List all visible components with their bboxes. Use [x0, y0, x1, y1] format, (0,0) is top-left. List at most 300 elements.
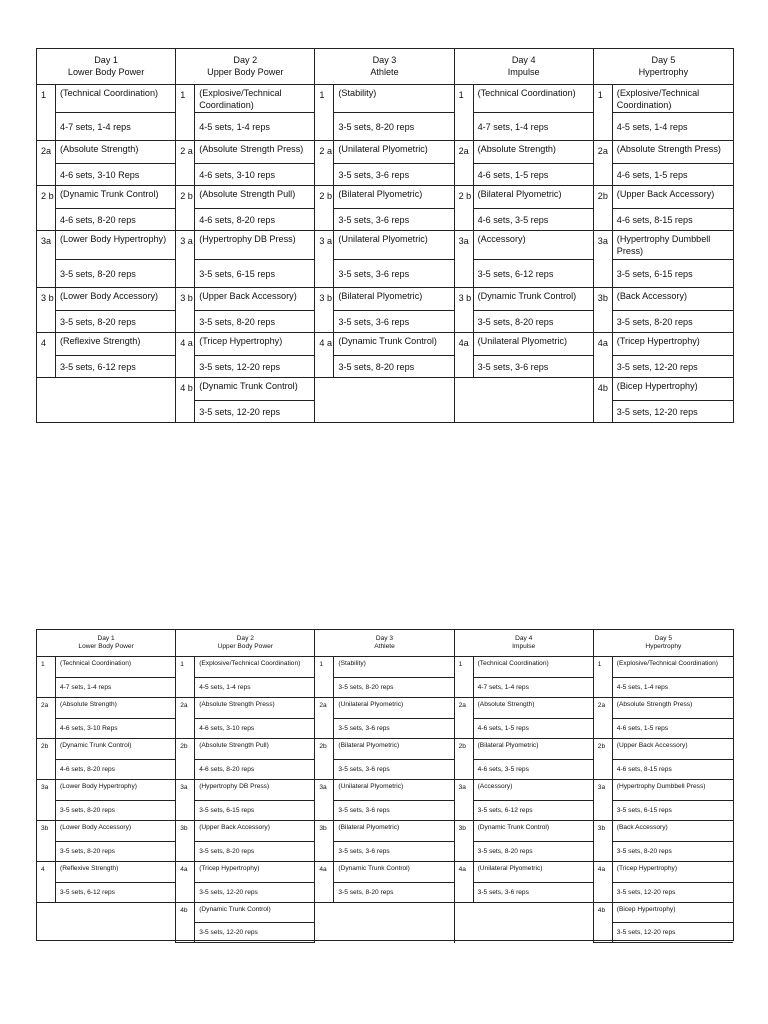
exercise-sets-reps: 3-5 sets, 8-20 reps	[338, 684, 394, 691]
exercise-sets-reps: 3-5 sets, 8-20 reps	[338, 889, 394, 896]
exercise-details	[613, 186, 733, 230]
exercise-name: (Dynamic Trunk Control)	[195, 903, 314, 923]
exercise-block	[315, 862, 453, 903]
exercise-details	[334, 657, 453, 697]
exercise-number: 2 b	[315, 186, 334, 230]
exercise-name: (Upper Back Accessory)	[613, 739, 733, 760]
exercise-block	[315, 231, 453, 288]
exercise-sets-reps: 3-5 sets, 12-20 reps	[199, 929, 258, 936]
exercise-number: 3b	[315, 821, 334, 861]
exercise-details	[613, 231, 733, 287]
exercise-details	[56, 141, 175, 185]
exercise-name: (Bilateral Plyometric)	[334, 821, 453, 842]
exercise-details	[195, 903, 314, 942]
exercise-details	[334, 780, 453, 820]
exercise-number: 1	[455, 85, 474, 140]
exercise-block	[176, 333, 314, 378]
exercise-number: 2 a	[176, 141, 195, 185]
day-column	[315, 630, 454, 943]
day-header	[315, 49, 453, 85]
workout-table-large	[36, 48, 734, 423]
exercise-block	[176, 231, 314, 288]
exercise-name: (Accessory)	[474, 231, 593, 260]
workout-table-small	[36, 629, 734, 941]
empty-cell	[455, 378, 593, 423]
exercise-number: 2a	[315, 698, 334, 738]
exercise-name: (Hypertrophy Dumbbell Press)	[613, 780, 733, 801]
exercise-number: 3 a	[315, 231, 334, 287]
exercise-number: 1	[176, 657, 195, 697]
exercise-number: 3b	[37, 821, 56, 861]
exercise-block	[594, 657, 733, 698]
exercise-number: 2b	[37, 739, 56, 779]
exercise-sets-reps: 3-5 sets, 12-20 reps	[199, 361, 281, 372]
exercise-details	[474, 288, 593, 332]
exercise-name: (Technical Coordination)	[474, 657, 593, 678]
exercise-block	[176, 85, 314, 141]
exercise-block	[37, 698, 175, 739]
exercise-name: (Reflexive Strength)	[56, 333, 175, 356]
exercise-name: (Bilateral Plyometric)	[474, 739, 593, 760]
day-subtitle: Upper Body Power	[207, 66, 284, 77]
exercise-number: 1	[315, 657, 334, 697]
day-title: Day 1	[97, 634, 115, 642]
exercise-block	[176, 780, 314, 821]
exercise-block	[37, 141, 175, 186]
exercise-block	[594, 903, 733, 943]
exercise-name: (Dynamic Trunk Control)	[56, 186, 175, 209]
exercise-block	[176, 903, 314, 943]
exercise-details	[56, 288, 175, 332]
exercise-name: (Absolute Strength Press)	[613, 698, 733, 719]
exercise-block	[315, 85, 453, 141]
empty-cell	[37, 378, 175, 423]
exercise-sets-reps: 4-7 sets, 1-4 reps	[60, 684, 112, 691]
exercise-details	[334, 698, 453, 738]
exercise-name: (Absolute Strength)	[474, 141, 593, 164]
exercise-number: 2 b	[37, 186, 56, 230]
exercise-block	[37, 780, 175, 821]
exercise-name: (Dynamic Trunk Control)	[195, 378, 314, 401]
exercise-details	[195, 698, 314, 738]
exercise-sets-reps: 3-5 sets, 12-20 reps	[199, 889, 258, 896]
exercise-name: (Back Accessory)	[613, 821, 733, 842]
day-title: Day 5	[651, 55, 676, 66]
exercise-sets-reps: 3-5 sets, 8-20 reps	[60, 848, 115, 855]
exercise-name: (Unilateral Plyometric)	[334, 141, 453, 164]
exercise-details	[56, 85, 175, 140]
exercise-sets-reps: 3-5 sets, 3-6 reps	[338, 169, 410, 180]
exercise-details	[613, 141, 733, 185]
exercise-number: 3b	[594, 821, 613, 861]
exercise-block	[455, 657, 593, 698]
exercise-number: 2a	[455, 141, 474, 185]
exercise-number: 2a	[594, 141, 613, 185]
exercise-details	[195, 862, 314, 902]
exercise-details	[474, 85, 593, 140]
exercise-details	[56, 862, 175, 902]
exercise-details	[56, 657, 175, 697]
exercise-sets-reps: 3-5 sets, 8-20 reps	[60, 807, 115, 814]
exercise-details	[613, 378, 733, 422]
exercise-name: (Tricep Hypertrophy)	[195, 862, 314, 883]
exercise-details	[195, 657, 314, 697]
exercise-details	[613, 85, 733, 140]
exercise-number: 1	[37, 657, 56, 697]
exercise-name: (Tricep Hypertrophy)	[613, 862, 733, 883]
exercise-name: (Unilateral Plyometric)	[334, 780, 453, 801]
exercise-name: (Absolute Strength Press)	[195, 141, 314, 164]
exercise-name: (Stability)	[334, 85, 453, 113]
exercise-number: 4a	[176, 862, 195, 902]
exercise-details	[334, 288, 453, 332]
exercise-number: 4	[37, 333, 56, 377]
exercise-block	[176, 141, 314, 186]
day-header	[315, 630, 453, 657]
exercise-details	[613, 698, 733, 738]
exercise-block	[594, 378, 733, 423]
exercise-details	[195, 333, 314, 377]
exercise-sets-reps: 4-6 sets, 8-20 reps	[60, 214, 136, 225]
exercise-name: (Bilateral Plyometric)	[334, 288, 453, 311]
exercise-details	[56, 821, 175, 861]
day-column	[176, 630, 315, 943]
exercise-details	[334, 333, 453, 377]
exercise-sets-reps: 3-5 sets, 3-6 reps	[338, 725, 390, 732]
exercise-number: 4a	[594, 333, 613, 377]
day-title: Day 4	[511, 55, 536, 66]
exercise-name: (Stability)	[334, 657, 453, 678]
exercise-details	[334, 739, 453, 779]
exercise-sets-reps: 3-5 sets, 3-6 reps	[338, 766, 390, 773]
exercise-number: 1	[176, 85, 195, 140]
day-subtitle: Hypertrophy	[645, 643, 682, 650]
day-column	[594, 49, 733, 423]
exercise-number: 2 b	[176, 186, 195, 230]
exercise-sets-reps: 4-7 sets, 1-4 reps	[477, 121, 549, 132]
exercise-sets-reps: 4-6 sets, 1-5 reps	[616, 169, 688, 180]
exercise-details	[334, 85, 453, 140]
exercise-details	[56, 231, 175, 287]
exercise-sets-reps: 4-6 sets, 3-10 Reps	[60, 169, 140, 180]
exercise-name: (Explosive/Technical Coordination)	[613, 657, 733, 678]
exercise-details	[474, 231, 593, 287]
exercise-name: (Explosive/Technical Coordination)	[195, 85, 314, 113]
day-subtitle: Impulse	[507, 66, 540, 77]
exercise-sets-reps: 4-5 sets, 1-4 reps	[199, 684, 251, 691]
exercise-sets-reps: 4-6 sets, 1-5 reps	[616, 725, 669, 732]
exercise-name: (Upper Back Accessory)	[195, 288, 314, 311]
exercise-sets-reps: 3-5 sets, 6-15 reps	[199, 807, 255, 814]
exercise-sets-reps: 3-5 sets, 12-20 reps	[616, 889, 676, 896]
exercise-details	[474, 739, 593, 779]
exercise-details	[56, 780, 175, 820]
exercise-number: 1	[37, 85, 56, 140]
day-header	[176, 630, 314, 657]
exercise-details	[474, 333, 593, 377]
exercise-block	[37, 739, 175, 780]
exercise-name: (Absolute Strength Pull)	[195, 739, 314, 760]
exercise-number: 2a	[455, 698, 474, 738]
empty-cell	[37, 903, 175, 943]
exercise-block	[594, 186, 733, 231]
exercise-details	[334, 141, 453, 185]
exercise-block	[455, 288, 593, 333]
day-title: Day 3	[375, 634, 394, 642]
day-title: Day 1	[94, 55, 118, 66]
exercise-block	[176, 862, 314, 903]
exercise-details	[56, 333, 175, 377]
exercise-name: (Unilateral Plyometric)	[334, 231, 453, 260]
exercise-block	[315, 333, 453, 378]
exercise-block	[594, 821, 733, 862]
exercise-sets-reps: 3-5 sets, 8-20 reps	[338, 121, 415, 132]
exercise-name: (Absolute Strength)	[56, 141, 175, 164]
exercise-number: 2a	[594, 698, 613, 738]
exercise-sets-reps: 3-5 sets, 8-20 reps	[477, 848, 533, 855]
exercise-name: (Hypertrophy DB Press)	[195, 780, 314, 801]
exercise-details	[195, 780, 314, 820]
exercise-sets-reps: 3-5 sets, 6-15 reps	[616, 268, 693, 279]
exercise-sets-reps: 3-5 sets, 6-15 reps	[199, 268, 276, 279]
exercise-name: (Tricep Hypertrophy)	[613, 333, 733, 356]
exercise-details	[474, 780, 593, 820]
exercise-name: (Absolute Strength)	[474, 698, 593, 719]
exercise-details	[474, 141, 593, 185]
exercise-block	[455, 821, 593, 862]
exercise-number: 2a	[176, 698, 195, 738]
exercise-number: 2b	[455, 739, 474, 779]
exercise-name: (Dynamic Trunk Control)	[474, 821, 593, 842]
exercise-block	[315, 288, 453, 333]
exercise-details	[334, 821, 453, 861]
exercise-name: (Dynamic Trunk Control)	[56, 739, 175, 760]
exercise-number: 4 a	[315, 333, 334, 377]
exercise-block	[315, 821, 453, 862]
exercise-block	[455, 698, 593, 739]
day-subtitle: Hypertrophy	[638, 66, 689, 77]
exercise-sets-reps: 3-5 sets, 6-12 reps	[60, 889, 115, 896]
exercise-number: 1	[315, 85, 334, 140]
exercise-number: 3a	[594, 780, 613, 820]
exercise-name: (Upper Back Accessory)	[613, 186, 733, 209]
exercise-block	[594, 333, 733, 378]
exercise-block	[37, 333, 175, 378]
day-title: Day 3	[372, 55, 397, 66]
exercise-number: 2a	[37, 141, 56, 185]
exercise-number: 2b	[594, 186, 613, 230]
day-title: Day 2	[233, 55, 258, 66]
exercise-details	[195, 186, 314, 230]
exercise-number: 2b	[594, 739, 613, 779]
exercise-block	[176, 821, 314, 862]
exercise-name: (Technical Coordination)	[474, 85, 593, 113]
day-subtitle: Impulse	[512, 643, 536, 650]
exercise-name: (Bicep Hypertrophy)	[613, 378, 733, 401]
exercise-name: (Bilateral Plyometric)	[334, 739, 453, 760]
exercise-details	[474, 698, 593, 738]
exercise-block	[594, 231, 733, 288]
exercise-number: 4 a	[176, 333, 195, 377]
day-header	[594, 630, 733, 657]
exercise-sets-reps: 4-6 sets, 8-20 reps	[199, 766, 255, 773]
day-header	[594, 49, 733, 85]
exercise-name: (Unilateral Plyometric)	[334, 698, 453, 719]
exercise-sets-reps: 3-5 sets, 12-20 reps	[616, 929, 676, 936]
exercise-sets-reps: 3-5 sets, 8-20 reps	[60, 316, 136, 327]
exercise-block	[176, 739, 314, 780]
exercise-number: 4b	[594, 378, 613, 422]
exercise-name: (Explosive/Technical Coordination)	[195, 657, 314, 678]
exercise-block	[37, 186, 175, 231]
exercise-details	[334, 186, 453, 230]
exercise-details	[56, 739, 175, 779]
day-subtitle: Lower Body Power	[67, 66, 145, 77]
exercise-sets-reps: 4-6 sets, 8-20 reps	[199, 214, 276, 225]
exercise-details	[195, 231, 314, 287]
exercise-details	[195, 288, 314, 332]
day-title: Day 5	[654, 634, 672, 642]
exercise-number: 2 a	[315, 141, 334, 185]
exercise-number: 1	[594, 657, 613, 697]
day-title: Day 4	[515, 634, 533, 642]
exercise-name: (Back Accessory)	[613, 288, 733, 311]
exercise-sets-reps: 3-5 sets, 8-20 reps	[199, 848, 255, 855]
exercise-block	[594, 85, 733, 141]
exercise-number: 3 b	[315, 288, 334, 332]
exercise-details	[474, 821, 593, 861]
exercise-details	[334, 862, 453, 902]
exercise-name: (Dynamic Trunk Control)	[474, 288, 593, 311]
day-column	[37, 630, 176, 943]
exercise-number: 3a	[37, 231, 56, 287]
exercise-name: (Dynamic Trunk Control)	[334, 333, 453, 356]
day-column	[176, 49, 315, 423]
day-column	[315, 49, 454, 423]
exercise-sets-reps: 4-6 sets, 3-10 reps	[199, 725, 255, 732]
exercise-sets-reps: 3-5 sets, 12-20 reps	[616, 406, 698, 417]
exercise-name: (Bicep Hypertrophy)	[613, 903, 733, 923]
exercise-block	[176, 657, 314, 698]
exercise-details	[474, 657, 593, 697]
exercise-number: 3a	[455, 231, 474, 287]
exercise-sets-reps: 3-5 sets, 6-12 reps	[477, 268, 554, 279]
exercise-sets-reps: 4-6 sets, 3-5 reps	[477, 766, 529, 773]
exercise-block	[37, 288, 175, 333]
exercise-sets-reps: 4-6 sets, 3-10 reps	[199, 169, 276, 180]
exercise-number: 3a	[37, 780, 56, 820]
exercise-number: 3 b	[37, 288, 56, 332]
exercise-number: 1	[594, 85, 613, 140]
exercise-block	[315, 780, 453, 821]
exercise-details	[195, 821, 314, 861]
exercise-name: (Unilateral Plyometric)	[474, 862, 593, 883]
exercise-block	[37, 231, 175, 288]
exercise-block	[176, 186, 314, 231]
exercise-block	[315, 739, 453, 780]
exercise-sets-reps: 3-5 sets, 6-15 reps	[616, 807, 672, 814]
empty-cell	[455, 903, 593, 943]
exercise-block	[455, 333, 593, 378]
exercise-details	[56, 186, 175, 230]
exercise-number: 4b	[594, 903, 613, 942]
exercise-sets-reps: 3-5 sets, 8-20 reps	[60, 268, 136, 279]
exercise-sets-reps: 4-6 sets, 8-15 reps	[616, 766, 672, 773]
empty-cell	[315, 903, 453, 943]
exercise-sets-reps: 3-5 sets, 3-6 reps	[477, 361, 549, 372]
exercise-block	[176, 378, 314, 423]
exercise-block	[315, 657, 453, 698]
exercise-sets-reps: 4-6 sets, 3-10 Reps	[60, 725, 118, 732]
exercise-sets-reps: 4-6 sets, 8-15 reps	[616, 214, 693, 225]
day-column	[455, 49, 594, 423]
exercise-name: (Hypertrophy Dumbbell Press)	[613, 231, 733, 260]
exercise-sets-reps: 3-5 sets, 12-20 reps	[616, 361, 698, 372]
exercise-number: 3b	[176, 821, 195, 861]
exercise-number: 2b	[315, 739, 334, 779]
exercise-details	[613, 288, 733, 332]
day-header	[455, 49, 593, 85]
exercise-name: (Absolute Strength)	[56, 698, 175, 719]
exercise-block	[455, 141, 593, 186]
exercise-number: 4b	[176, 903, 195, 942]
exercise-name: (Lower Body Hypertrophy)	[56, 231, 175, 260]
exercise-block	[594, 288, 733, 333]
exercise-sets-reps: 3-5 sets, 3-6 reps	[338, 214, 410, 225]
exercise-details	[195, 378, 314, 422]
exercise-name: (Bilateral Plyometric)	[474, 186, 593, 209]
exercise-sets-reps: 4-6 sets, 1-5 reps	[477, 725, 529, 732]
exercise-number: 3b	[594, 288, 613, 332]
exercise-number: 3a	[594, 231, 613, 287]
exercise-number: 4a	[455, 862, 474, 902]
day-header	[37, 49, 175, 85]
exercise-number: 3a	[455, 780, 474, 820]
exercise-block	[455, 186, 593, 231]
exercise-details	[334, 231, 453, 287]
exercise-number: 3 b	[455, 288, 474, 332]
exercise-name: (Explosive/Technical Coordination)	[613, 85, 733, 113]
exercise-block	[37, 821, 175, 862]
exercise-name: (Accessory)	[474, 780, 593, 801]
exercise-details	[613, 903, 733, 942]
exercise-details	[195, 141, 314, 185]
exercise-block	[315, 186, 453, 231]
exercise-name: (Lower Body Hypertrophy)	[56, 780, 175, 801]
exercise-number: 3 b	[176, 288, 195, 332]
exercise-number: 4	[37, 862, 56, 902]
exercise-block	[37, 657, 175, 698]
exercise-number: 3 a	[176, 231, 195, 287]
exercise-block	[176, 288, 314, 333]
exercise-block	[594, 780, 733, 821]
exercise-details	[613, 739, 733, 779]
exercise-block	[594, 698, 733, 739]
exercise-name: (Upper Back Accessory)	[195, 821, 314, 842]
exercise-name: (Technical Coordination)	[56, 657, 175, 678]
exercise-number: 3b	[455, 821, 474, 861]
exercise-sets-reps: 4-5 sets, 1-4 reps	[199, 121, 270, 132]
day-column	[37, 49, 176, 423]
exercise-sets-reps: 3-5 sets, 3-6 reps	[338, 807, 390, 814]
exercise-sets-reps: 4-6 sets, 8-20 reps	[60, 766, 115, 773]
exercise-number: 3a	[176, 780, 195, 820]
exercise-sets-reps: 4-5 sets, 1-4 reps	[616, 684, 669, 691]
exercise-block	[455, 780, 593, 821]
exercise-sets-reps: 3-5 sets, 6-12 reps	[477, 807, 533, 814]
empty-cell	[315, 378, 453, 423]
exercise-sets-reps: 4-6 sets, 3-5 reps	[477, 214, 549, 225]
